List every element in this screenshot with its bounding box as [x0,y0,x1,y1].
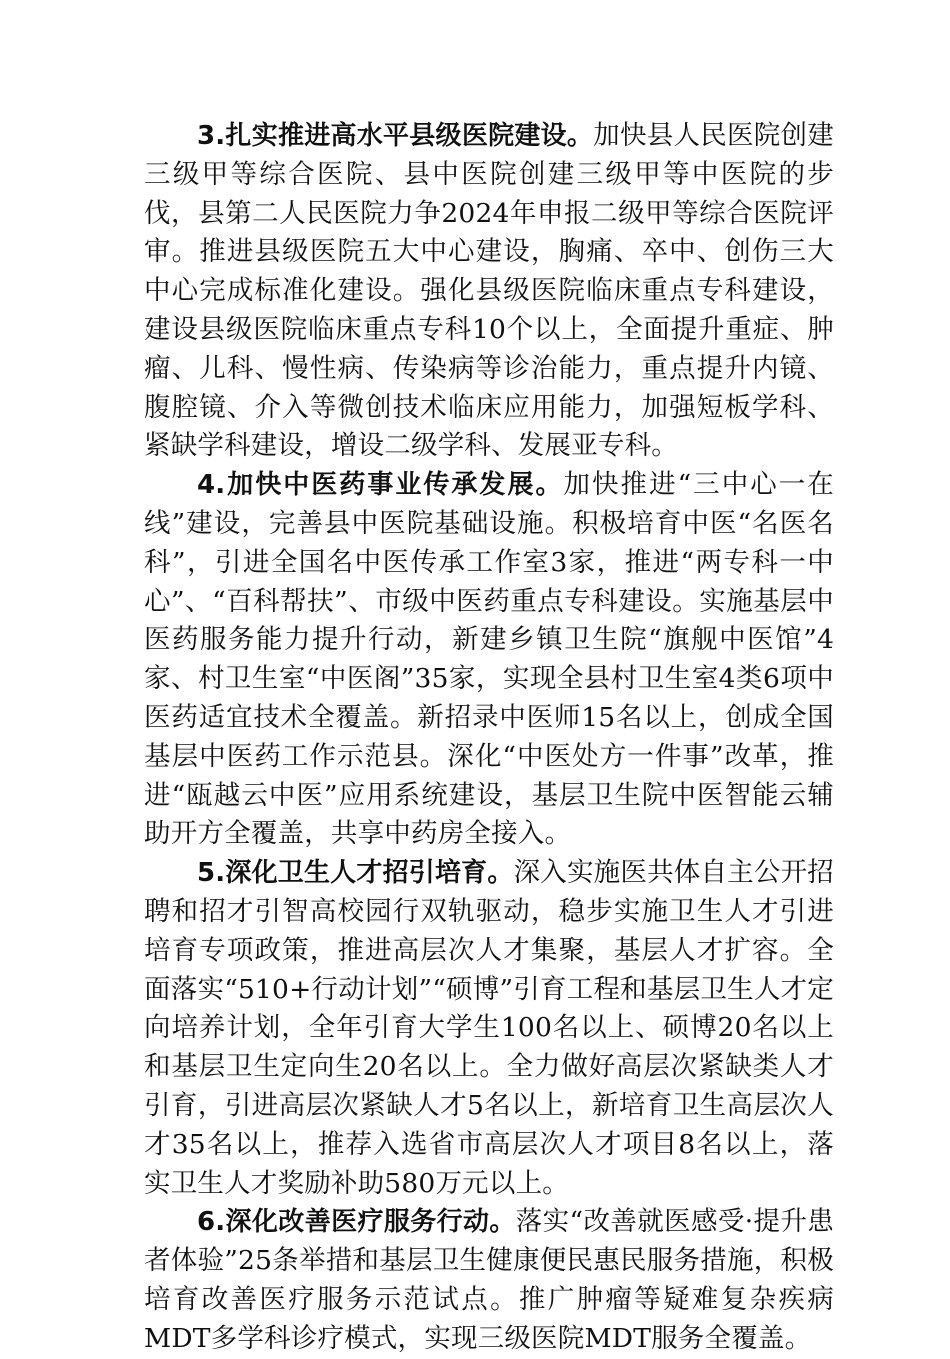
document-page [144,117,834,1359]
paragraph-heading: 4.加快中医药事业传承发展。 [197,470,564,501]
paragraph-heading: 6.深化改善医疗服务行动。 [197,1207,516,1238]
paragraph-body: 深入实施医共体自主公开招聘和招才引智高校园行双轨驱动，稳步实施卫生人才引进培育专项政策，推进高层次人才集聚，基层人才扩容。全面落实“510+行动计划”“硕博”引育工程和基层卫生人才定向培养计划，全年引育大学生100名以上、硕博20名以上和基层卫生定向生20名以上。全力做好高层次紧缺类人才引育，引进高层次紧缺人才5名以上，新培育卫生高层次人才35名以上，推荐入选省市高层次人才项目8名以上，落实卫生人才奖励补助580万元以上。 [144,857,834,1199]
paragraph-body: 落实“改善就医感受·提升患者体验”25条举措和基层卫生健康便民惠民服务措施，积极培育改善医疗服务示范试点。推广肿瘤等疑难复杂疾病MDT多学科诊疗模式，实现三级医院MDT服务全覆盖。 [144,1206,834,1354]
paragraph-medical-service [144,1203,834,1358]
paragraph-talent-recruitment [144,854,834,1203]
paragraph-body: 加快推进“三中心一在线”建设，完善县中医院基础设施。积极培育中医“名医名科”，引进全国名中医传承工作室3家，推进“两专科一中心”、“百科帮扶”、市级中医药重点专科建设。实施基层中医药服务能力提升行动，新建乡镇卫生院“旗舰中医馆”4家、村卫生室“中医阁”35家，实现全县村卫生室4类6项中医药适宜技术全覆盖。新招录中医师15名以上，创成全国基层中医药工作示范县。深化“中医处方一件事”改革，推进“瓯越云中医”应用系统建设，基层卫生院中医智能云辅助开方全覆盖，共享中药房全接入。 [144,469,834,850]
paragraph-body: 加快县人民医院创建三级甲等综合医院、县中医院创建三级甲等中医院的步伐，县第二人民医院力争2024年申报二级甲等综合医院评审。推进县级医院五大中心建设，胸痛、卒中、创伤三大中心完成标准化建设。强化县级医院临床重点专科建设，建设县级医院临床重点专科10个以上，全面提升重症、肿瘤、儿科、慢性病、传染病等诊治能力，重点提升内镜、腹腔镜、介入等微创技术临床应用能力，加强短板学科、紧缺学科建设，增设二级学科、发展亚专科。 [144,120,834,462]
paragraph-tcm-development [144,466,834,854]
paragraph-heading: 5.深化卫生人才招引培育。 [197,858,514,889]
paragraph-county-hospital [144,117,834,466]
paragraph-heading: 3.扎实推进高水平县级医院建设。 [197,121,594,151]
